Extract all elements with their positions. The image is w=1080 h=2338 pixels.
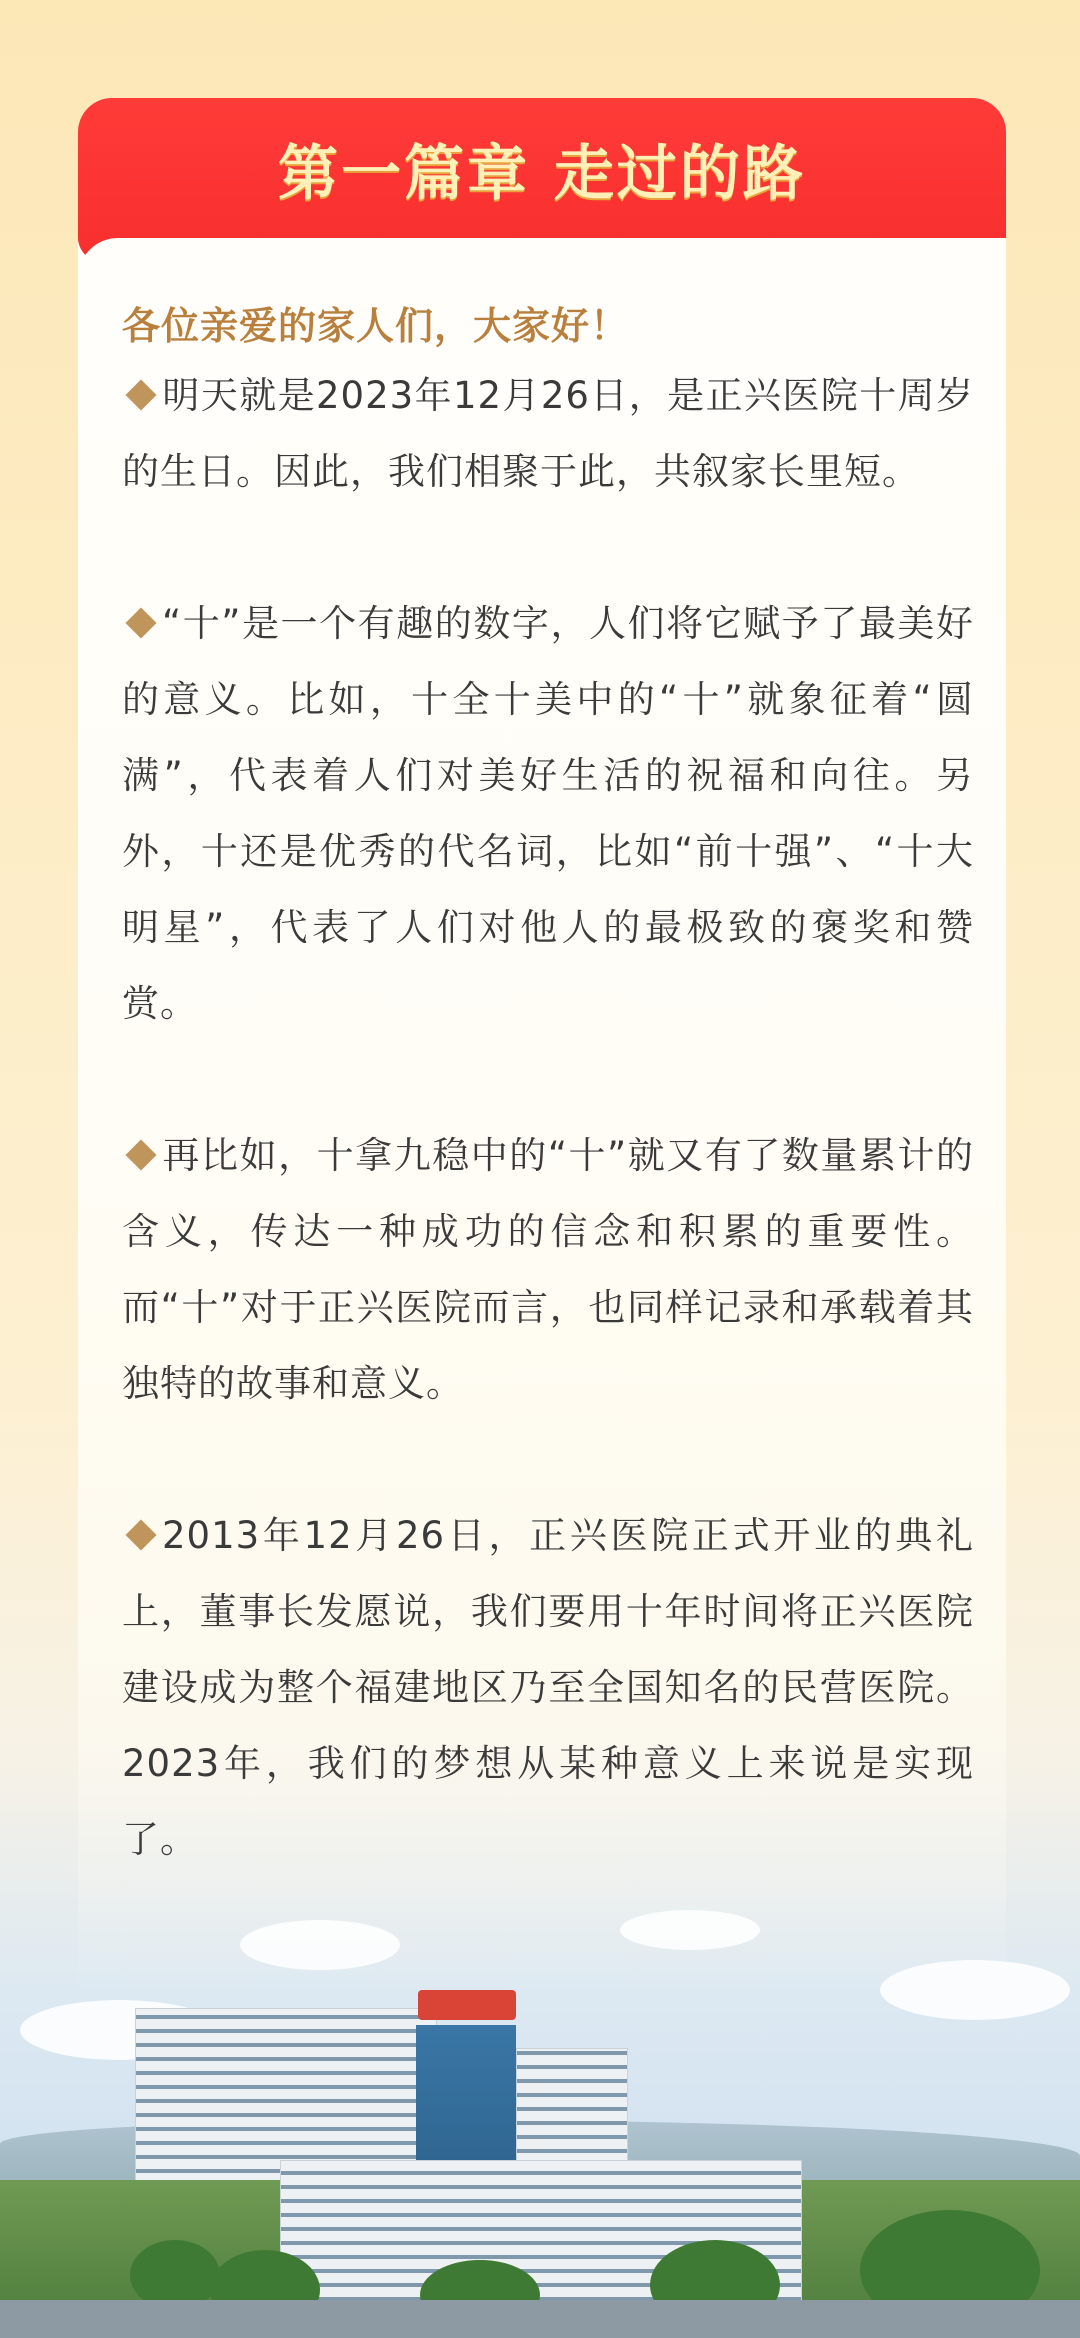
diamond-bullet-icon bbox=[125, 607, 156, 638]
chapter-title: 第一篇章 走过的路 bbox=[278, 139, 806, 209]
cloud-shape bbox=[620, 1910, 760, 1950]
diamond-bullet-icon bbox=[125, 1519, 156, 1550]
paragraph-3 bbox=[122, 1118, 974, 1422]
road-shape bbox=[0, 2300, 1080, 2338]
paragraph-text: “十”是一个有趣的数字，人们将它赋予了最美好的意义。比如，十全十美中的“十”就象征着“圆满”，代表着人们对美好生活的祝福和向往。另外，十还是优秀的代名词，比如“前十强”、“十大明星”，代表了人们对他人的最极致的褒奖和赞赏。 bbox=[122, 602, 974, 1025]
greeting-text: 各位亲爱的家人们，大家好！ bbox=[122, 304, 630, 348]
paragraph-1 bbox=[122, 358, 974, 510]
hospital-photo bbox=[0, 1880, 1080, 2338]
hospital-sign-logo bbox=[418, 1990, 516, 2020]
paragraph-2 bbox=[122, 586, 974, 1042]
diamond-bullet-icon bbox=[125, 1139, 156, 1170]
paragraph-text: 2013年12月26日，正兴医院正式开业的典礼上，董事长发愿说，我们要用十年时间将正兴医院建设成为整个福建地区乃至全国知名的民营医院。2023年，我们的梦想从某种意义上来说是实现了。 bbox=[122, 1514, 974, 1861]
cloud-shape bbox=[240, 1920, 400, 1970]
paragraph-4 bbox=[122, 1498, 974, 1878]
paragraph-text: 明天就是2023年12月26日，是正兴医院十周岁的生日。因此，我们相聚于此，共叙家长里短。 bbox=[122, 374, 974, 493]
diamond-bullet-icon bbox=[125, 379, 156, 410]
paragraph-text: 再比如，十拿九稳中的“十”就又有了数量累计的含义，传达一种成功的信念和积累的重要性。而“十”对于正兴医院而言，也同样记录和承载着其独特的故事和意义。 bbox=[122, 1134, 974, 1405]
cloud-shape bbox=[880, 1960, 1070, 2020]
article-card bbox=[78, 98, 1006, 1998]
article-body bbox=[122, 298, 974, 1954]
